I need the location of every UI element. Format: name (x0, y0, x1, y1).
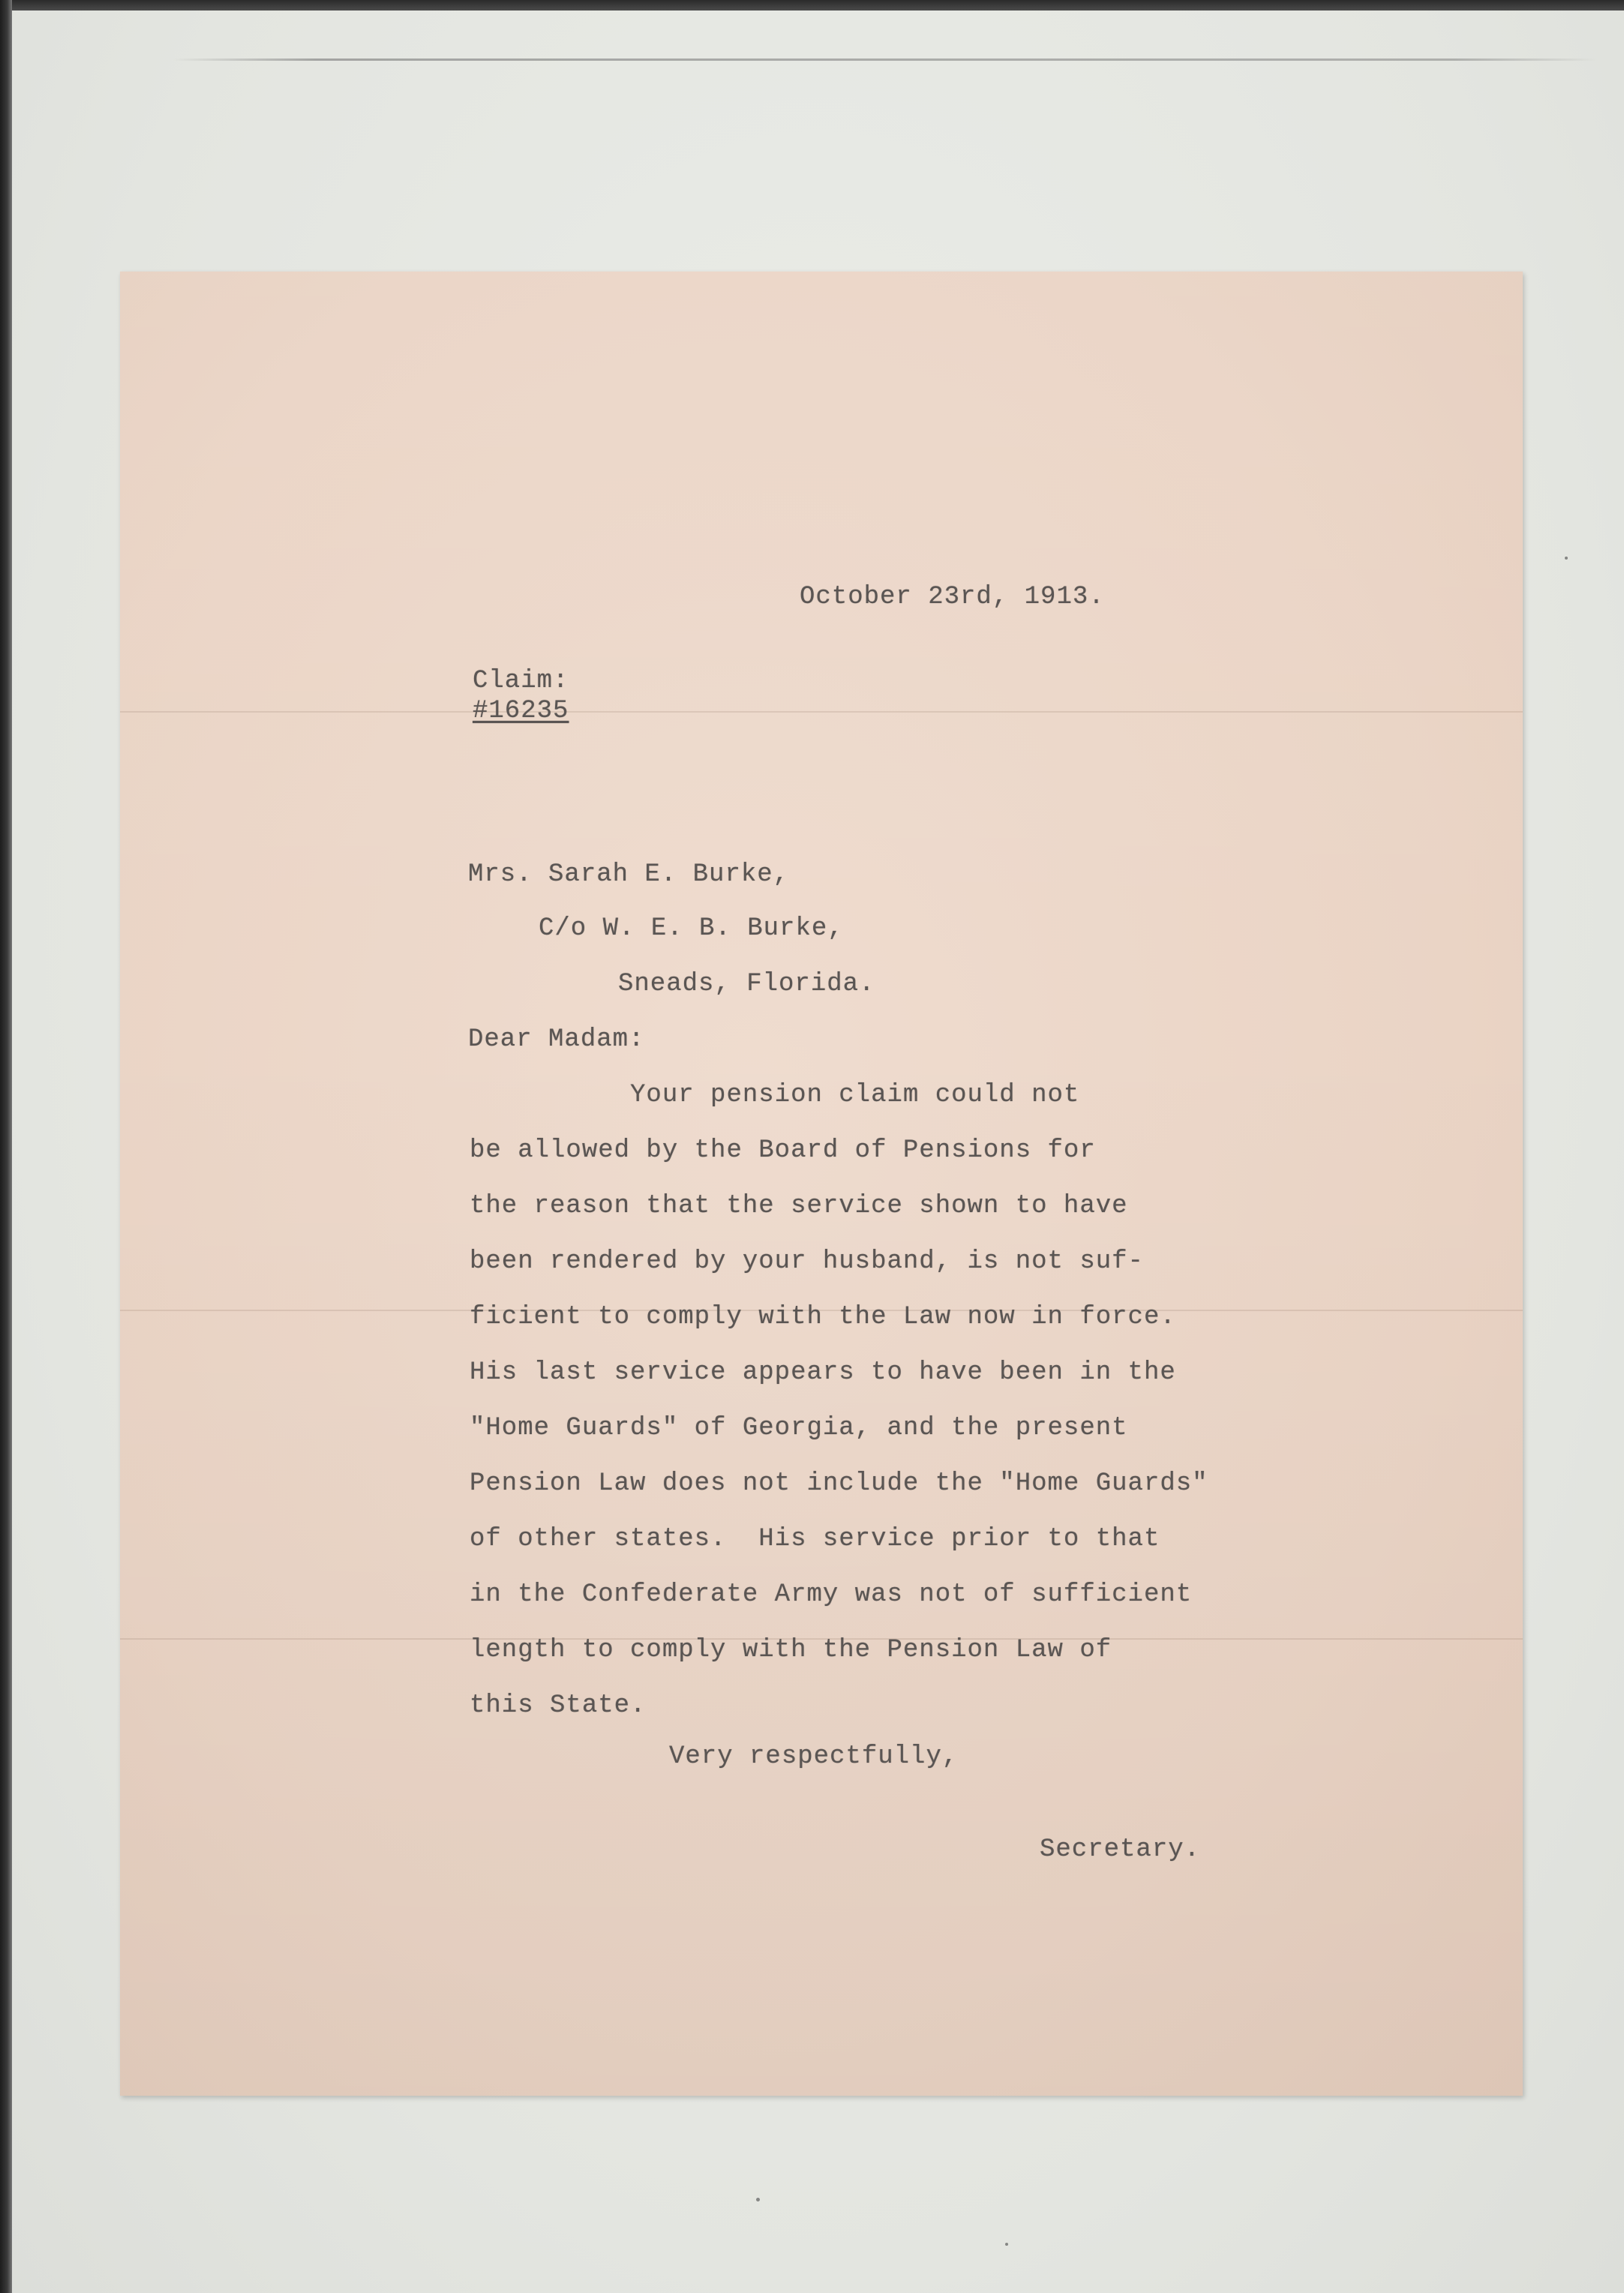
letter-sheet (120, 272, 1523, 2096)
letter-date: October 23rd, 1913. (800, 583, 1105, 611)
body-line: this State. (470, 1691, 647, 1720)
body-line: in the Confederate Army was not of sufficient (470, 1580, 1193, 1609)
body-line: the reason that the service shown to have (470, 1192, 1128, 1220)
claim-label: Claim: (473, 667, 569, 695)
body-line: be allowed by the Board of Pensions for (470, 1136, 1096, 1165)
body-line: been rendered by your husband, is not suf- (470, 1247, 1144, 1276)
fold-crease (120, 711, 1523, 713)
recipient-name: Mrs. Sarah E. Burke, (468, 860, 790, 889)
body-line: Pension Law does not include the "Home Guards" (470, 1469, 1208, 1498)
body-line: "Home Guards" of Georgia, and the present (470, 1414, 1128, 1442)
body-line: of other states. His service prior to that (470, 1525, 1160, 1553)
backdrop-rule-line (173, 59, 1598, 61)
signature-title: Secretary. (1040, 1835, 1201, 1864)
recipient-location: Sneads, Florida. (618, 970, 875, 998)
body-line: length to comply with the Pension Law of (470, 1636, 1112, 1664)
body-line: His last service appears to have been in the (470, 1358, 1176, 1387)
closing: Very respectfully, (669, 1742, 959, 1771)
dust-speck (756, 2198, 760, 2201)
scanner-top-edge (0, 0, 1624, 11)
dust-speck (1565, 557, 1568, 560)
recipient-care-of: C/o W. E. B. Burke, (539, 914, 844, 943)
salutation: Dear Madam: (468, 1025, 645, 1054)
claim-number: #16235 (473, 697, 569, 725)
scanner-left-edge (0, 0, 12, 2293)
body-line: ficient to comply with the Law now in force. (470, 1303, 1176, 1331)
body-line: Your pension claim could not (470, 1081, 1080, 1109)
dust-speck (1005, 2243, 1008, 2246)
